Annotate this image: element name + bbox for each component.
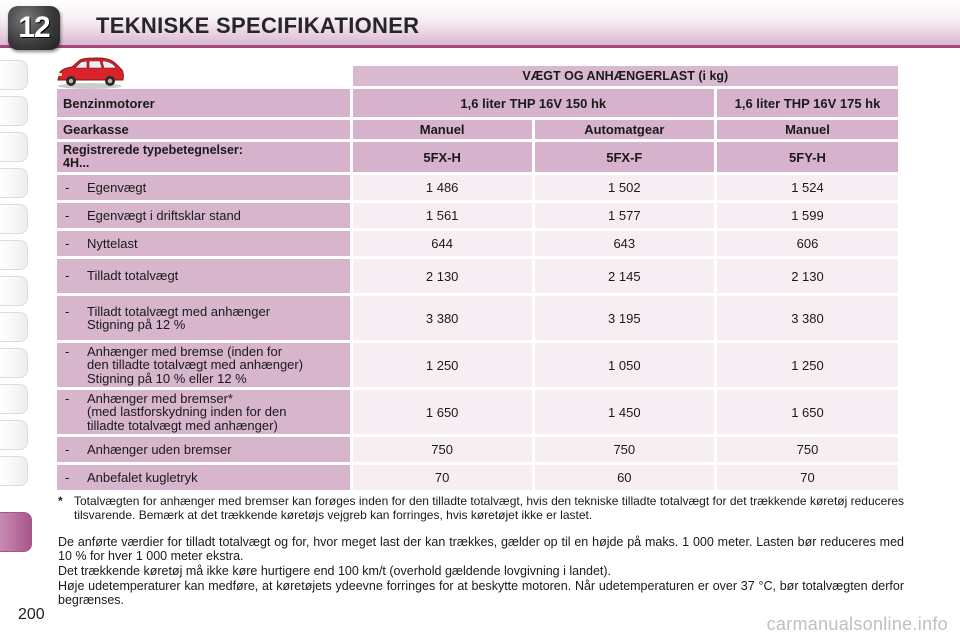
row-dash: - bbox=[65, 390, 70, 406]
row-value: 3 195 bbox=[535, 296, 714, 340]
row-value: 1 486 bbox=[353, 175, 532, 200]
row-dash: - bbox=[65, 268, 70, 284]
row-value: 70 bbox=[717, 465, 898, 490]
chapter-tab[interactable] bbox=[0, 420, 28, 450]
gearbox-value: Automatgear bbox=[535, 120, 714, 139]
row-value: 1 050 bbox=[535, 343, 714, 387]
table-row bbox=[57, 203, 898, 228]
row-value: 750 bbox=[717, 437, 898, 462]
row-dash: - bbox=[65, 441, 70, 457]
gearbox-value: Manuel bbox=[353, 120, 532, 139]
row-value: 70 bbox=[353, 465, 532, 490]
row-value: 1 524 bbox=[717, 175, 898, 200]
chapter-tab-strip bbox=[0, 60, 30, 580]
page-title: TEKNISKE SPECIFIKATIONER bbox=[96, 13, 420, 38]
row-label: Anhænger med bremse (inden for den tilladte totalvægt med anhænger) Stigning på 10 % eller 12 % bbox=[87, 343, 304, 386]
watermark: carmanualsonline.info bbox=[766, 614, 948, 634]
table-row bbox=[57, 231, 898, 256]
chapter-tab[interactable] bbox=[0, 168, 28, 198]
row-label: Anbefalet kugletryk bbox=[87, 469, 198, 485]
row-value: 750 bbox=[535, 437, 714, 462]
row-value: 3 380 bbox=[353, 296, 532, 340]
row-value: 643 bbox=[535, 231, 714, 256]
row-value: 1 250 bbox=[717, 343, 898, 387]
gearbox-label: Gearkasse bbox=[57, 120, 350, 139]
gearbox-value: Manuel bbox=[717, 120, 898, 139]
row-dash: - bbox=[65, 303, 70, 319]
type-code: 5FX-F bbox=[535, 142, 714, 172]
type-codes-label: Registrerede typebetegnelser: 4H... bbox=[57, 142, 350, 172]
row-dash: - bbox=[65, 207, 70, 223]
table-row bbox=[57, 390, 898, 434]
footnote bbox=[58, 494, 904, 522]
chapter-tab[interactable] bbox=[0, 348, 28, 378]
table-row bbox=[57, 437, 898, 462]
row-label: Anhænger med bremser* (med lastforskydning inden for den tilladte totalvægt med anhænger) bbox=[87, 390, 287, 433]
row-label: Tilladt totalvægt bbox=[87, 268, 179, 284]
row-dash: - bbox=[65, 179, 70, 195]
row-value: 2 130 bbox=[717, 259, 898, 293]
row-value: 606 bbox=[717, 231, 898, 256]
row-value: 1 502 bbox=[535, 175, 714, 200]
row-value: 1 599 bbox=[717, 203, 898, 228]
chapter-tab[interactable] bbox=[0, 204, 28, 234]
row-value: 644 bbox=[353, 231, 532, 256]
table-row bbox=[57, 465, 898, 490]
chapter-tab-active[interactable] bbox=[0, 512, 32, 552]
engine-type-label: Benzinmotorer bbox=[57, 89, 350, 117]
chapter-tab[interactable] bbox=[0, 312, 28, 342]
row-value: 2 145 bbox=[535, 259, 714, 293]
row-dash: - bbox=[65, 469, 70, 485]
footnote-marker: * bbox=[58, 494, 63, 508]
row-value: 1 650 bbox=[717, 390, 898, 434]
engine-b-header: 1,6 liter THP 16V 175 hk bbox=[717, 89, 898, 117]
page-number: 200 bbox=[18, 606, 45, 623]
row-value: 2 130 bbox=[353, 259, 532, 293]
table-row bbox=[57, 175, 898, 200]
chapter-tab[interactable] bbox=[0, 132, 28, 162]
note-paragraph-altitude: De anførte værdier for tilladt totalvægt og for, hvor meget last der kan trækkes, gælder op til en højde på maks. 1 000 meter. Lasten bør reduceres med 10 % for hver 1 000 meter ekstra. bbox=[58, 535, 904, 563]
row-value: 750 bbox=[353, 437, 532, 462]
footnote-text: Totalvægten for anhænger med bremser kan forøges inden for den tilladte totalvægt, hvis den tekniske tilladte totalvægt for det trækkende køretøj reduceres tilsvarende. Bemærk at det trækkende køretøjs vejgreb kan forringes, hvis køretøjet ikke er lastet. bbox=[74, 494, 904, 522]
table-row bbox=[57, 259, 898, 293]
note-paragraph-speed: Det trækkende køretøj må ikke køre hurtigere end 100 km/t (overhold gældende lovgivning i landet). bbox=[58, 564, 612, 578]
table-row bbox=[57, 296, 898, 340]
row-label: Tilladt totalvægt med anhænger Stigning på 12 % bbox=[87, 303, 271, 332]
type-code: 5FY-H bbox=[717, 142, 898, 172]
section-title: VÆGT OG ANHÆNGERLAST (i kg) bbox=[353, 66, 898, 86]
chapter-tab[interactable] bbox=[0, 276, 28, 306]
row-dash: - bbox=[65, 235, 70, 251]
note-paragraph-temperature: Høje udetemperaturer kan medføre, at køretøjets ydeevne forringes for at beskytte motoren. Når udetemperaturen er over 37 °C, bør totalvægten derfor begrænses. bbox=[58, 579, 904, 607]
table-row bbox=[57, 343, 898, 387]
engine-a-header: 1,6 liter THP 16V 150 hk bbox=[353, 89, 714, 117]
chapter-tab[interactable] bbox=[0, 240, 28, 270]
chapter-tab[interactable] bbox=[0, 96, 28, 126]
chapter-badge: 12 bbox=[8, 6, 60, 50]
row-label: Egenvægt i driftsklar stand bbox=[87, 207, 241, 223]
row-value: 1 577 bbox=[535, 203, 714, 228]
row-value: 3 380 bbox=[717, 296, 898, 340]
row-value: 1 250 bbox=[353, 343, 532, 387]
row-label: Nyttelast bbox=[87, 235, 138, 251]
row-value: 60 bbox=[535, 465, 714, 490]
row-value: 1 450 bbox=[535, 390, 714, 434]
row-value: 1 650 bbox=[353, 390, 532, 434]
row-dash: - bbox=[65, 343, 70, 359]
chapter-tab[interactable] bbox=[0, 456, 28, 486]
row-value: 1 561 bbox=[353, 203, 532, 228]
row-label: Egenvægt bbox=[87, 179, 147, 195]
row-label: Anhænger uden bremser bbox=[87, 441, 232, 457]
type-code: 5FX-H bbox=[353, 142, 532, 172]
chapter-tab[interactable] bbox=[0, 384, 28, 414]
weight-spec-table bbox=[54, 63, 901, 493]
chapter-tab[interactable] bbox=[0, 60, 28, 90]
